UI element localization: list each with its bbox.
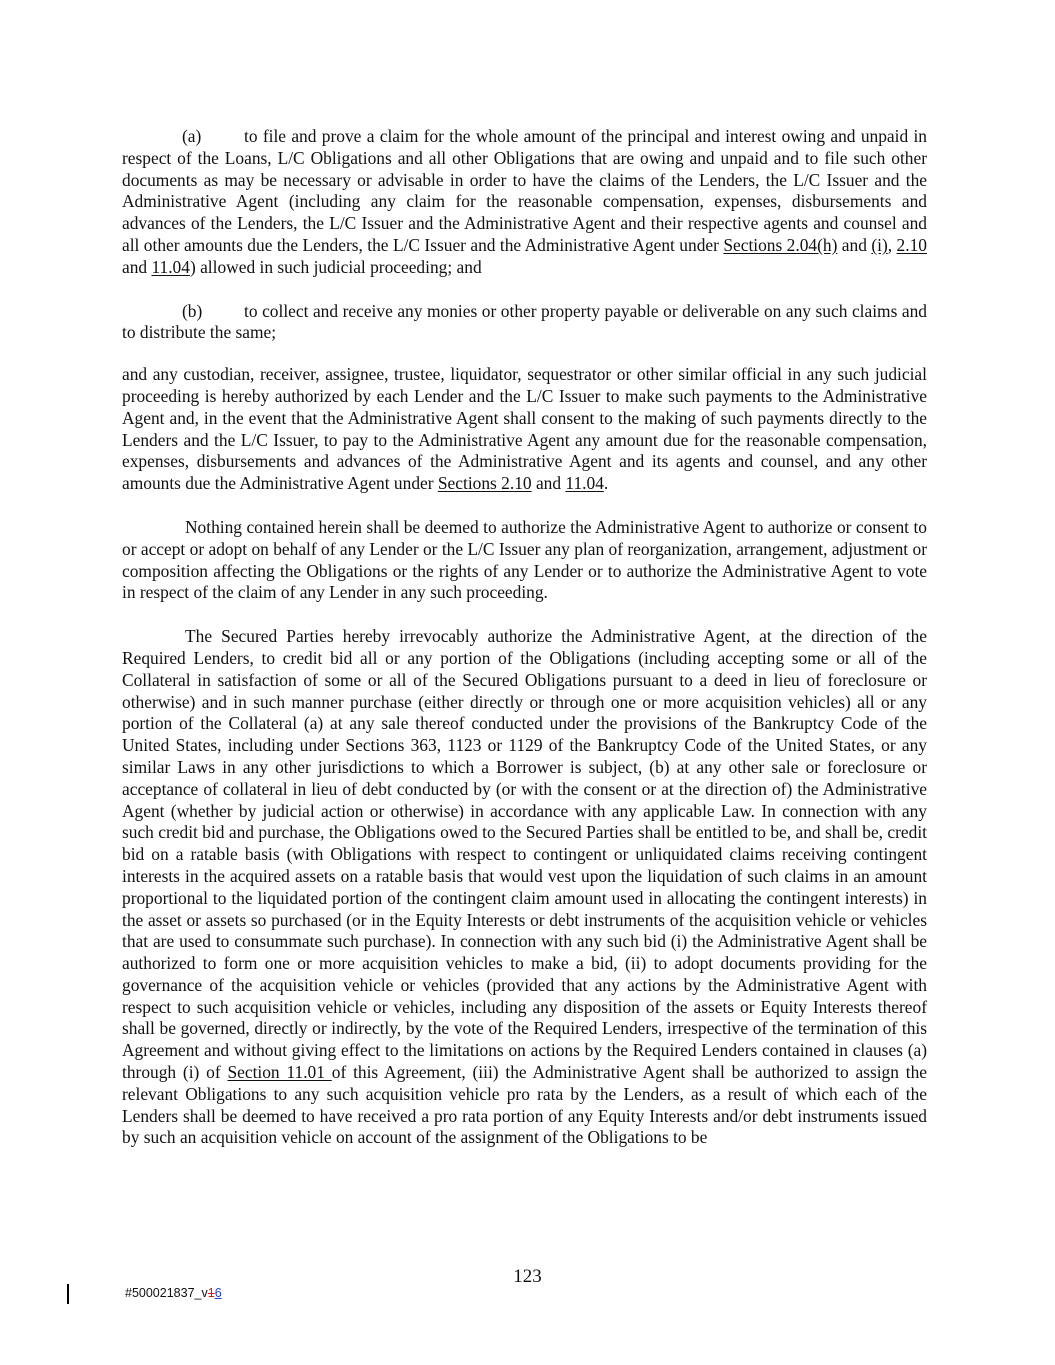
ref-sections-2-10: Sections 2.10 — [437, 473, 532, 494]
document-page — [122, 126, 927, 1149]
nothing-text: Nothing contained herein shall be deemed to authorize the Administrative Agent to authorize or consent to or accept or adopt on behalf of any Lender or the L/C Issuer any plan of reorganization, arrangement, adjustment or composition affecting the Obligations or the rights of any Lender or to authorize the Administrative Agent to vote in respect of the claim of any Lender in any such proceeding. — [122, 516, 927, 603]
custodian-text-3: . — [603, 473, 609, 494]
ref-sections-2-04h: Sections 2.04(h) — [723, 234, 838, 255]
secured-parties-paragraph — [122, 626, 927, 1149]
doc-id-deleted-version: 1 — [207, 1286, 215, 1300]
secured-text-1: The Secured Parties hereby irrevocably authorize the Administrative Agent, at the direction of the Required Lenders, to credit bid all or any portion of the Obligations (including accepting some or all of the Collateral in satisfaction of some or all of the Secured Obligations pursuant to a deed in lieu of foreclosure or otherwise) and in such manner purchase (either directly or through one or more acquisition vehicles) all or any portion of the Collateral (a) at any sale thereof conducted under the provisions of the Bankruptcy Code of the United States, including under Sections 363, 1123 or 1129 of the Bankruptcy Code of the United States, or any similar Laws in any other jurisdictions to which a Borrower is subject, (b) at any other sale or foreclosure or acceptance of collateral in lieu of debt conducted by (or with the consent or at the direction of) the Administrative Agent (whether by judicial action or otherwise) in accordance with any applicable Law. In connection with any such credit bid and purchase, the Obligations owed to the Secured Parties shall be entitled to be, and shall be, credit bid on a ratable basis (with Obligations with respect to contingent or unliquidated claims receiving contingent interests in the acquired assets on a ratable basis that would vest upon the liquidation of such claims in an amount proportional to the liquidated portion of the contingent claim amount used in allocating the contingent interests) in the asset or assets so purchased (or in the Equity Interests or debt instruments of the acquisition vehicle or vehicles that are used to consummate such purchase). In connection with any such bid (i) the Administrative Agent shall be authorized to form one or more acquisition vehicles to make a bid, (ii) to adopt documents providing for the governance of the acquisition vehicle or vehicles (provided that any actions by the Administrative Agent with respect to such acquisition vehicle or vehicles, including any disposition of the assets or Equity Interests thereof shall be governed, directly or indirectly, by the vote of the Required Lenders, irrespective of the termination of this Agreement and without giving effect to the limitations on actions by the Required Lenders contained in clauses (a) through (i) of — [122, 626, 927, 1083]
nothing-paragraph — [122, 517, 927, 604]
ref-2-10: 2.10 — [896, 234, 927, 255]
secured-text-2: of this Agreement, (iii) the Administrative Agent shall be authorized to assign the relevant Obligations to any such acquisition vehicle pro rata by the Lenders, as a result of which each of the Lenders shall be deemed to have received a pro rata portion of any Equity Interests and/or debt instruments issued by such an acquisition vehicle on account of the assignment of the Obligations to be — [122, 1062, 928, 1148]
clause-a-marker: (a) — [182, 126, 202, 146]
clause-b-text: to collect and receive any monies or other property payable or deliverable on any such claims and to distribute the same; — [122, 300, 927, 343]
change-bar — [67, 1284, 69, 1304]
ref-i: (i) — [871, 234, 888, 255]
page-number: 123 — [513, 1266, 542, 1287]
doc-id-inserted-version: 6 — [214, 1286, 222, 1300]
clause-a-text-3: , — [887, 234, 897, 255]
ref-11-04-b: 11.04 — [565, 473, 604, 494]
ref-11-04: 11.04 — [151, 256, 190, 277]
doc-id-prefix: #500021837_v — [125, 1286, 208, 1300]
clause-b-marker: (b) — [182, 300, 203, 321]
clause-a-text-4: and — [122, 256, 152, 277]
clause-a-text-1: to file and prove a claim for the whole amount of the principal and interest owing and unpaid in respect of the Loans, L/C Obligations and all other Obligations that are owing and unpaid and to file such other documents as may be necessary or advisable in order to have the claims of the Lenders, the L/C Issuer and the Administrative Agent (including any claim for the reasonable compensation, expenses, disbursements and advances of the Lenders, the L/C Issuer and the Administrative Agent and their respective agents and counsel and all other amounts due the Lenders, the L/C Issuer and the Administrative Agent under — [122, 126, 927, 255]
custodian-paragraph — [122, 364, 927, 495]
custodian-text-1: and any custodian, receiver, assignee, trustee, liquidator, sequestrator or other similar official in any such judicial proceeding is hereby authorized by each Lender and the L/C Issuer to make such payments to the Administrative Agent and, in the event that the Administrative Agent shall consent to the making of such payments directly to the Lenders and the L/C Issuer, to pay to the Administrative Agent any amount due for the reasonable compensation, expenses, disbursements and advances of the Administrative Agent and its agents and counsel, and any other amounts due the Administrative Agent under — [122, 364, 927, 494]
document-id — [125, 1286, 222, 1300]
ref-section-11-01: Section 11.01 — [227, 1062, 332, 1083]
custodian-text-2: and — [531, 473, 566, 494]
clause-a-text-5: ) allowed in such judicial proceeding; and — [189, 256, 482, 277]
clause-a-text-2: and — [837, 234, 872, 255]
clause-b — [122, 301, 927, 345]
clause-a — [122, 126, 927, 279]
